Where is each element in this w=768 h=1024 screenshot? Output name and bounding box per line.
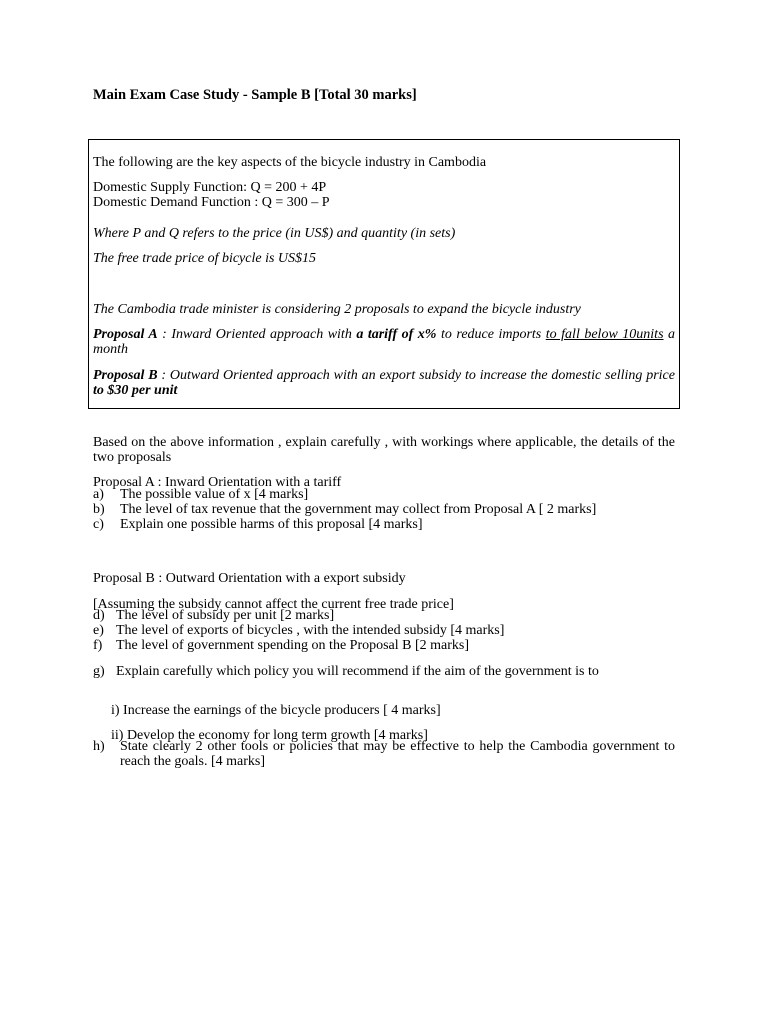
- tariff-text: a tariff of x%: [356, 327, 437, 342]
- question-letter: d): [93, 608, 105, 623]
- proposal-a-end: a month: [93, 327, 676, 357]
- import-target: to fall below 10units: [545, 327, 664, 342]
- proposal-a-sep: : Inward Oriented approach with: [157, 327, 357, 342]
- section-a-heading: Proposal A : Inward Orientation with a tariff: [93, 475, 342, 490]
- question-text: The level of tax revenue that the government may collect from Proposal A [ 2 marks]: [120, 502, 597, 517]
- proposal-b-text: [93, 368, 675, 398]
- question-letter: b): [93, 502, 105, 517]
- question-text: The level of exports of bicycles , with the intended subsidy [4 marks]: [116, 623, 505, 638]
- question-letter: h): [93, 739, 105, 754]
- question-text: Explain one possible harms of this proposal [4 marks]: [120, 517, 423, 532]
- section-b-assumption: [Assuming the subsidy cannot affect the current free trade price]: [93, 597, 454, 612]
- box-intro: The following are the key aspects of the bicycle industry in Cambodia: [93, 155, 487, 170]
- question-letter: c): [93, 517, 104, 532]
- question-h: [93, 739, 675, 771]
- question-text: State clearly 2 other tools or policies that may be effective to help the Cambodia government to reach the goals. [4 marks]: [120, 739, 675, 769]
- page-title: Main Exam Case Study - Sample B [Total 30 marks]: [93, 87, 417, 103]
- question-text: Explain carefully which policy you will recommend if the aim of the government is to: [116, 664, 599, 679]
- section-b-heading: Proposal B : Outward Orientation with a export subsidy: [93, 571, 406, 586]
- question-g-sub-i: i) Increase the earnings of the bicycle producers [ 4 marks]: [111, 703, 441, 718]
- demand-function: Domestic Demand Function : Q = 300 – P: [93, 195, 330, 210]
- proposal-a-text: [93, 327, 675, 357]
- question-letter: g): [93, 664, 105, 679]
- proposal-b-label: Proposal B: [93, 368, 158, 383]
- proposal-b-sep: : Outward Oriented approach with an export subsidy to increase the domestic selling price: [157, 368, 675, 383]
- proposal-a-mid: to reduce imports: [436, 327, 546, 342]
- minister-statement: The Cambodia trade minister is considering 2 proposals to expand the bicycle industry: [93, 302, 581, 317]
- supply-function: Domestic Supply Function: Q = 200 + 4P: [93, 180, 327, 195]
- question-letter: f): [93, 638, 103, 653]
- question-letter: e): [93, 623, 104, 638]
- free-trade-price: The free trade price of bicycle is US$15: [93, 251, 317, 266]
- question-text: The possible value of x [4 marks]: [120, 487, 309, 502]
- question-text: The level of government spending on the Proposal B [2 marks]: [116, 638, 470, 653]
- question-text: The level of subsidy per unit [2 marks]: [116, 608, 335, 623]
- question-g-sub-ii: ii) Develop the economy for long term growth [4 marks]: [111, 728, 428, 743]
- variables-note: Where P and Q refers to the price (in US$) and quantity (in sets): [93, 226, 456, 241]
- question-letter: a): [93, 487, 104, 502]
- price-target: to $30 per unit: [93, 383, 178, 398]
- instructions: Based on the above information , explain carefully , with workings where applicable, the details of the two proposals: [93, 435, 675, 465]
- proposal-a-label: Proposal A: [93, 327, 158, 342]
